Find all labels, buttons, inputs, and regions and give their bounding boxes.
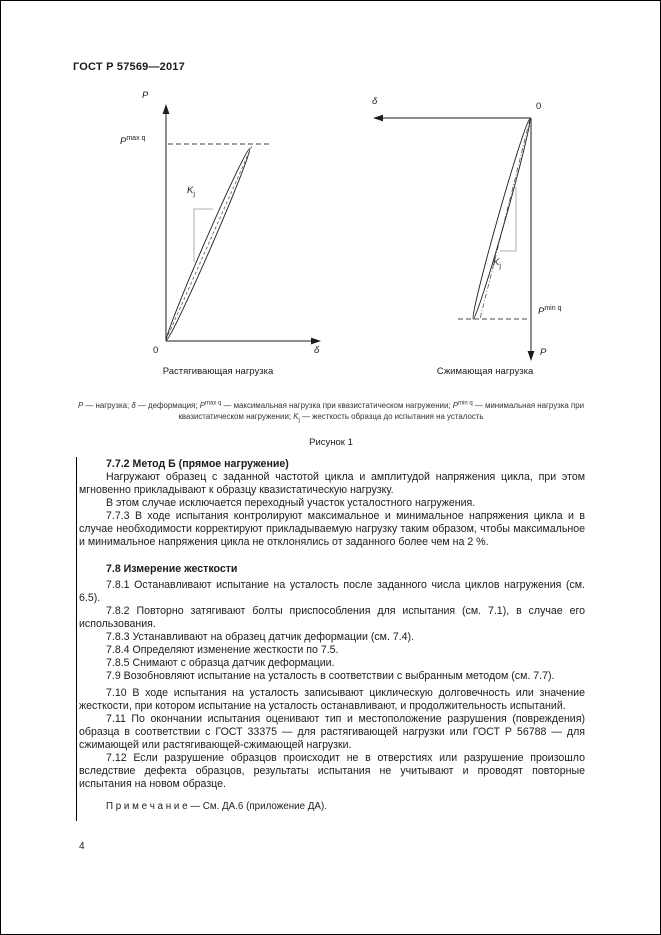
paragraph-712: 7.12 Если разрушение образцов происходит не в отверстиях или разрушение произошло вследствие дефекта образцов, результаты испытания не учитывают и проводят повторные испытания на новом образце. (79, 752, 585, 790)
paragraph-781: 7.8.1 Останавливают испытание на усталость после заданного числа циклов нагружения (см. 6.5). (79, 579, 585, 604)
paragraph-79: 7.9 Возобновляют испытание на усталость в соответствии с выбранным методом (см. 7.7). (106, 670, 555, 682)
page-number: 4 (79, 841, 85, 852)
right-p-axis-label: P (540, 347, 547, 358)
section-772-heading: 7.7.2 Метод Б (прямое нагружение) (106, 458, 289, 470)
note: П р и м е ч а н и е — См. ДА.6 (приложение ДА). (106, 801, 327, 812)
paragraph-782: 7.8.2 Повторно затягивают болты приспособления для испытания (см. 7.1), в случае его использования. (79, 605, 585, 630)
left-y-axis-label: P (142, 90, 149, 101)
right-origin-label: 0 (536, 101, 542, 112)
document-header: ГОСТ Р 57569—2017 (73, 61, 185, 73)
figure-1 (1, 1, 661, 456)
change-bar (76, 457, 77, 821)
figure-legend: P — нагрузка; δ — деформация; $P^{max q}$ — максимальная нагрузка при квазистатическом нагружении; $P^{min q}$ — минимальная нагрузка при квазистатическом нагружении; $K_j$ — жесткость образца до испытания на усталость (77, 400, 585, 424)
figure-caption: Рисунок 1 (309, 437, 353, 448)
paragraph-783: 7.8.3 Устанавливают на образец датчик деформации (см. 7.4). (106, 631, 415, 643)
right-stiffness-label: $K_j$ (493, 257, 501, 270)
compression-load-diagram (373, 115, 534, 361)
right-diagram-caption: Сжимающая нагрузка (436, 366, 534, 377)
left-stiffness-label: $K_j$ (187, 185, 195, 198)
right-x-axis-label: δ (372, 96, 378, 107)
paragraph-784: 7.8.4 Определяют изменение жесткости по 7.5. (106, 644, 339, 656)
paragraph-773: 7.7.3 В ходе испытания контролируют максимальное и минимальное напряжения цикла и в случае необходимости корректируют прикладываемую нагрузку таким образом, чтобы максимальное и минимальное напряжения цикла не отклонялись от заданного более чем на 2 %. (79, 510, 585, 548)
left-origin-label: 0 (153, 345, 159, 356)
paragraph-711: 7.11 По окончании испытания оценивают тип и местоположение разрушения (повреждения) образца в соответствии с ГОСТ 33375 — для растягивающей нагрузки или ГОСТ Р 56788 — для сжимающей или растягивающей-сжимающей нагрузки. (79, 713, 585, 751)
tension-load-diagram (163, 104, 321, 344)
paragraph-710: 7.10 В ходе испытания на усталость записывают циклическую долговечность или значение жесткости, при котором испытание на усталость останавливают, и продолжительность испытаний. (79, 687, 585, 712)
left-pmax-label: $P^{max q}$ (120, 134, 146, 147)
section-78-heading: 7.8 Измерение жесткости (106, 563, 238, 575)
paragraph-7722: В этом случае исключается переходный участок усталостного нагружения. (106, 497, 476, 509)
paragraph-785: 7.8.5 Снимают с образца датчик деформации. (106, 657, 335, 669)
paragraph-7721: Нагружают образец с заданной частотой цикла и амплитудой напряжения цикла, при этом мгновенно прикладывают к образцу квазистатическую нагрузку. (79, 471, 585, 496)
left-diagram-caption: Растягивающая нагрузка (162, 366, 274, 377)
body-text (79, 458, 585, 813)
left-x-axis-label: δ (314, 345, 320, 356)
figure-1-graphics (1, 1, 661, 456)
right-pmin-label: $P^{min q}$ (538, 304, 562, 317)
